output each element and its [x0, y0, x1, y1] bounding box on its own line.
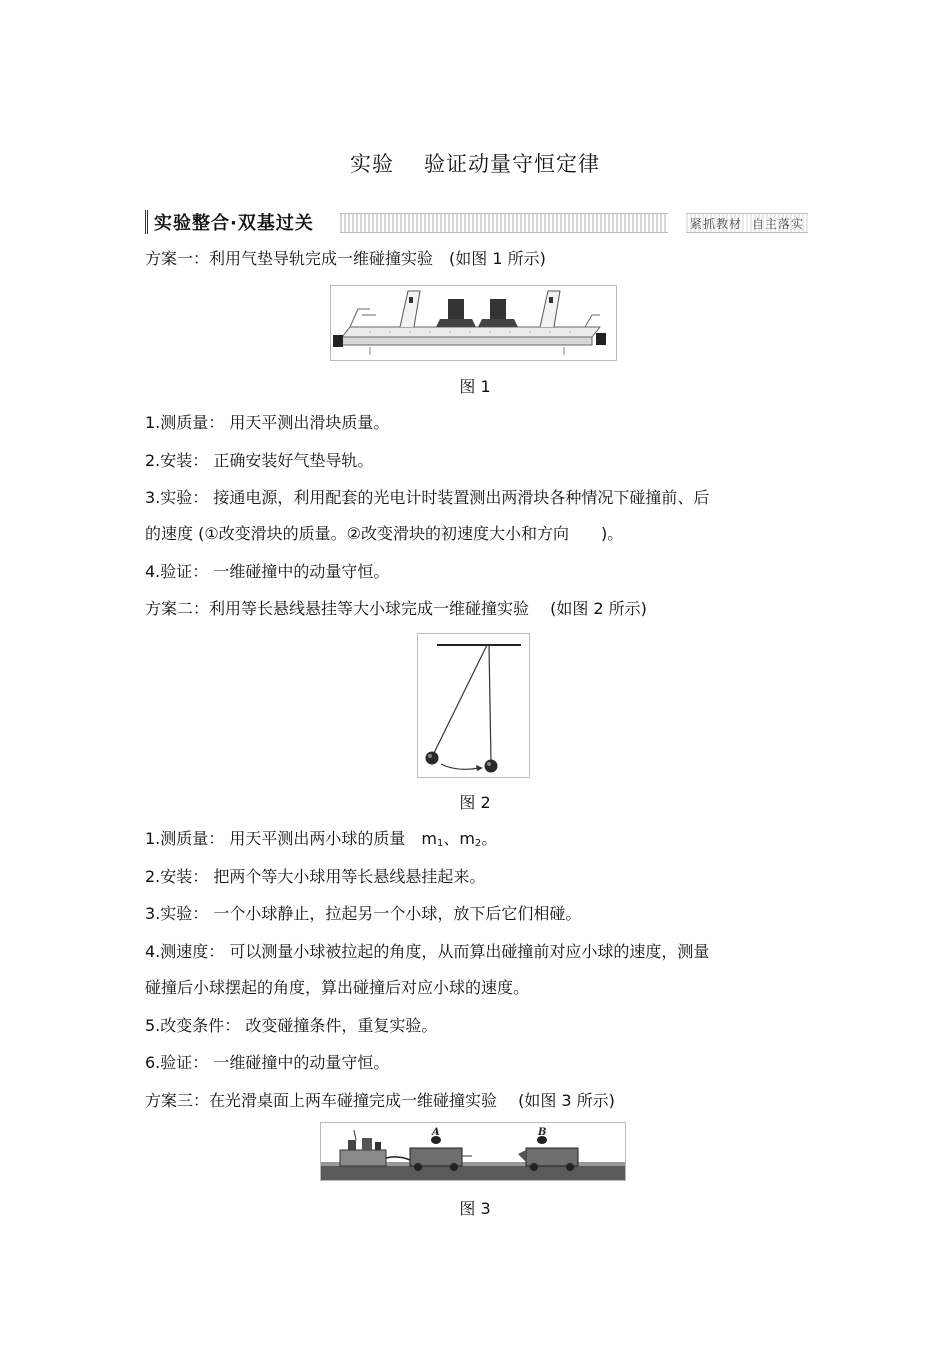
banner-label: 实验整合·双基过关	[145, 210, 322, 234]
plan2-step-4: 4.测速度： 可以测量小球被拉起的角度，从而算出碰撞前对应小球的速度，测量	[145, 942, 710, 961]
figure-3-caption: 图 3	[459, 1199, 491, 1218]
section-banner	[145, 210, 808, 234]
plan1-heading: 方案一：利用气垫导轨完成一维碰撞实验 (如图 1 所示)	[145, 249, 546, 268]
plan1-step-3: 3.实验： 接通电源，利用配套的光电计时装置测出两滑块各种情况下碰撞前、后	[145, 488, 710, 507]
plan2-step-5: 5.改变条件： 改变碰撞条件，重复实验。	[145, 1016, 438, 1035]
figure-2-pendulum	[417, 633, 530, 778]
figure-1-caption: 图 1	[459, 377, 491, 396]
m2-subscript: 2	[474, 838, 482, 849]
plan2-step-2: 2.安装： 把两个等大小球用等长悬线悬挂起来。	[145, 867, 486, 886]
plan2-step-4-cont: 碰撞后小球摆起的角度，算出碰撞后对应小球的速度。	[145, 978, 530, 997]
cart-b-label: B	[538, 1127, 547, 1138]
plan2-step-1-mid: 、m	[443, 829, 475, 848]
banner-tagline	[686, 213, 808, 233]
plan1-step-4: 4.验证： 一维碰撞中的动量守恒。	[145, 562, 390, 581]
plan1-step-3-cont: 的速度 (①改变滑块的质量。②改变滑块的初速度大小和方向 )。	[145, 524, 624, 543]
banner-hatch-divider	[340, 213, 668, 233]
plan2-step-1	[145, 828, 497, 855]
cart-a-label: A	[432, 1127, 440, 1138]
figure-2-caption: 图 2	[459, 793, 491, 812]
plan2-step-3: 3.实验： 一个小球静止，拉起另一个小球，放下后它们相碰。	[145, 904, 582, 923]
banner-tag-1: 紧抓教材	[689, 216, 742, 231]
plan1-step-2: 2.安装： 正确安装好气垫导轨。	[145, 451, 374, 470]
title-part-1: 实验	[350, 152, 394, 176]
plan2-heading: 方案二：利用等长悬线悬挂等大小球完成一维碰撞实验 (如图 2 所示)	[145, 599, 647, 618]
banner-tag-2: 自主落实	[751, 216, 804, 231]
figure-3-carts	[320, 1122, 626, 1181]
plan3-heading: 方案三：在光滑桌面上两车碰撞完成一维碰撞实验 (如图 3 所示)	[145, 1091, 615, 1110]
plan1-step-1: 1.测质量： 用天平测出滑块质量。	[145, 413, 390, 432]
figure-1-air-track	[330, 285, 617, 361]
title-part-2: 验证动量守恒定律	[424, 152, 600, 176]
plan2-step-6: 6.验证： 一维碰撞中的动量守恒。	[145, 1053, 390, 1072]
plan2-step-1-prefix: 1.测质量： 用天平测出两小球的质量 m	[145, 829, 437, 848]
page-title	[0, 148, 950, 178]
plan2-step-1-suffix: 。	[481, 829, 498, 848]
m1-subscript: 1	[436, 838, 444, 849]
